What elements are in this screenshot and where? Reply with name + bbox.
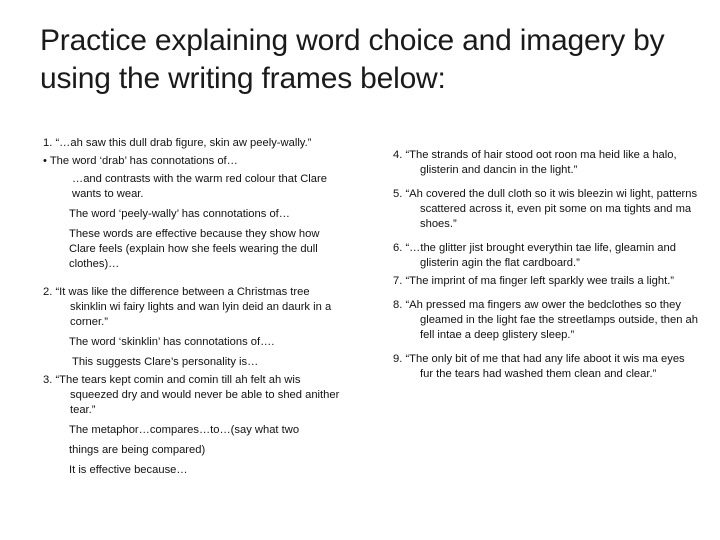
frame-skinklin: The word ‘skinklin’ has connotations of…. bbox=[69, 336, 275, 348]
right-column bbox=[393, 148, 698, 382]
quote-1: 1. “…ah saw this dull drab figure, skin aw peely-wally.” bbox=[43, 137, 312, 149]
quote-8: 8. “Ah pressed ma fingers aw ower the bedclothes so they gleamed in the light fae the streetlamps outside, then ah fell intae a deep glistery sleep.” bbox=[393, 299, 698, 341]
frame-compared-things: things are being compared) bbox=[69, 444, 206, 456]
bullet-drab: • The word ‘drab’ has connotations of… bbox=[43, 155, 238, 167]
quote-2: 2. “It was like the difference between a Christmas tree skinklin wi fairy lights and wan lyin deid an daurk in a corner.” bbox=[43, 286, 332, 328]
frame-personality: This suggests Clare’s personality is… bbox=[72, 356, 259, 368]
quote-4: 4. “The strands of hair stood oot roon ma heid like a halo, glisterin and dancin in the light.” bbox=[393, 149, 677, 176]
quote-6: 6. “…the glitter jist brought everythin tae life, gleamin and glisterin agin the flat cardboard.” bbox=[393, 242, 676, 269]
frame-effective: It is effective because… bbox=[69, 464, 188, 476]
quote-5: 5. “Ah covered the dull cloth so it wis bleezin wi light, patterns scattered across it, even pit some on ma tights and ma shoes.” bbox=[393, 188, 698, 230]
frame-contrast: …and contrasts with the warm red colour that Clare wants to wear. bbox=[72, 173, 327, 200]
frame-peely-wally: The word ‘peely-wally’ has connotations of… bbox=[69, 208, 290, 220]
frame-effective-words: These words are effective because they show how Clare feels (explain how she feels wearing the dull clothes)… bbox=[69, 228, 320, 270]
frame-metaphor: The metaphor…compares…to…(say what two bbox=[69, 424, 300, 436]
slide-title: Practice explaining word choice and imagery by using the writing frames below: bbox=[40, 24, 665, 95]
quote-3: 3. “The tears kept comin and comin till ah felt ah wis squeezed dry and would never be able to shed anither tear.” bbox=[43, 374, 340, 416]
left-column bbox=[43, 136, 343, 478]
quote-9: 9. “The only bit of me that had any life aboot it wis ma eyes fur the tears had washed them clean and clear.” bbox=[393, 353, 685, 380]
quote-7: 7. “The imprint of ma finger left sparkly wee trails a light.” bbox=[393, 275, 675, 287]
